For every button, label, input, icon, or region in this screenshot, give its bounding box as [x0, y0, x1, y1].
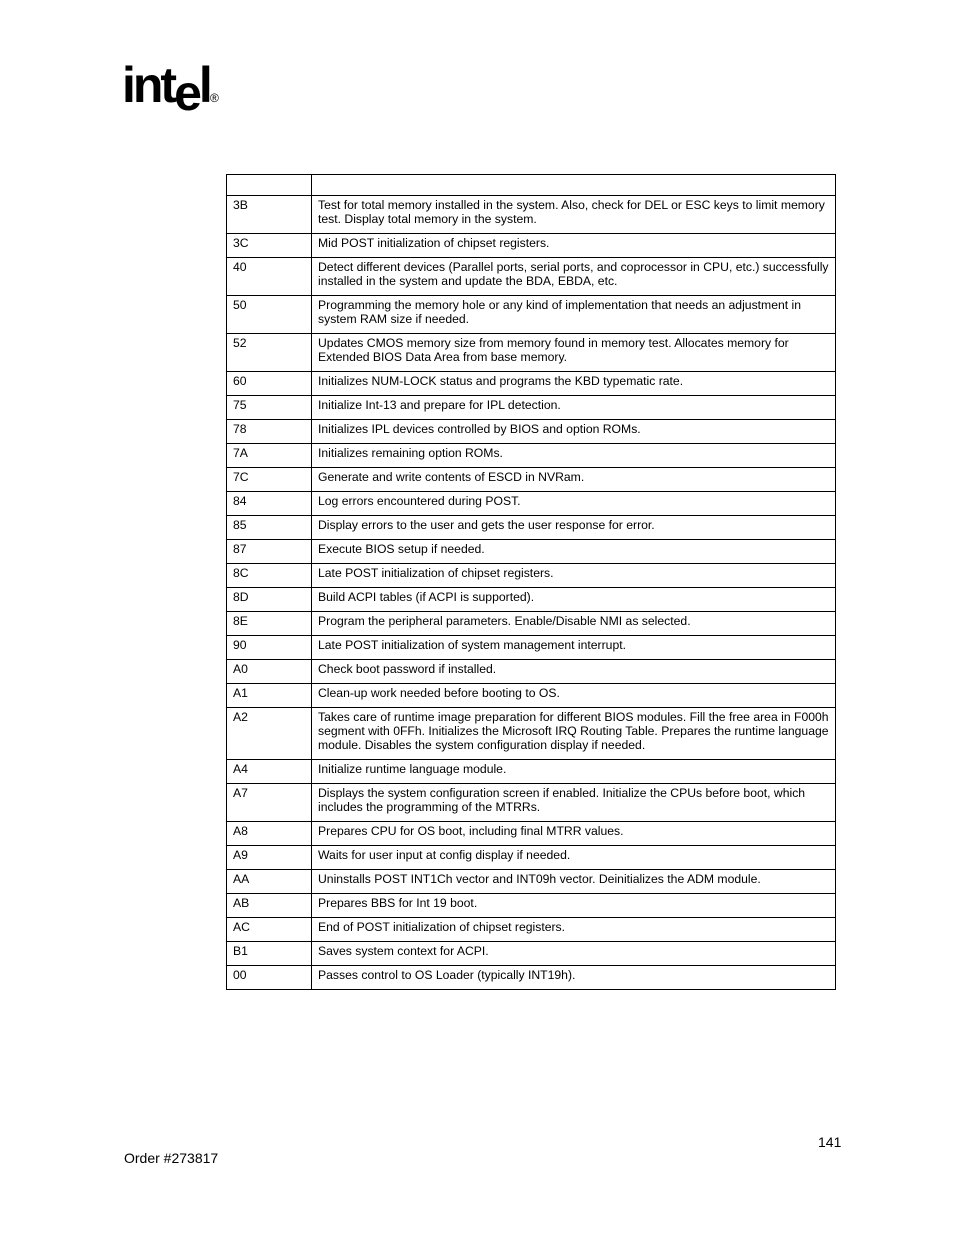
table-row: [227, 846, 836, 870]
post-description: Program the peripheral parameters. Enable/Disable NMI as selected.: [312, 612, 836, 636]
post-code: 78: [227, 420, 312, 444]
post-code: 75: [227, 396, 312, 420]
post-code: 85: [227, 516, 312, 540]
table-row: [227, 894, 836, 918]
table-row: [227, 784, 836, 822]
table-row: [227, 870, 836, 894]
table-row: [227, 444, 836, 468]
post-description: Check boot password if installed.: [312, 660, 836, 684]
table-row: [227, 588, 836, 612]
table-row: [227, 564, 836, 588]
intel-logo: [122, 57, 219, 121]
post-description: Displays the system configuration screen if enabled. Initialize the CPUs before boot, which includes the programming of the MTRRs.: [312, 784, 836, 822]
table-row: [227, 258, 836, 296]
table-row: [227, 334, 836, 372]
table-row: [227, 196, 836, 234]
post-code: 8D: [227, 588, 312, 612]
post-code: A4: [227, 760, 312, 784]
post-code: A9: [227, 846, 312, 870]
post-description: Programming the memory hole or any kind of implementation that needs an adjustment in system RAM size if needed.: [312, 296, 836, 334]
post-description: Build ACPI tables (if ACPI is supported).: [312, 588, 836, 612]
post-code: 52: [227, 334, 312, 372]
post-code: A0: [227, 660, 312, 684]
post-code: 40: [227, 258, 312, 296]
post-description: Initializes NUM-LOCK status and programs the KBD typematic rate.: [312, 372, 836, 396]
post-description: Uninstalls POST INT1Ch vector and INT09h vector. Deinitializes the ADM module.: [312, 870, 836, 894]
post-description: Waits for user input at config display if needed.: [312, 846, 836, 870]
post-code: A8: [227, 822, 312, 846]
post-description: Clean-up work needed before booting to OS.: [312, 684, 836, 708]
post-code: A7: [227, 784, 312, 822]
post-code: 8C: [227, 564, 312, 588]
post-code: 60: [227, 372, 312, 396]
post-description: Initialize Int-13 and prepare for IPL detection.: [312, 396, 836, 420]
post-code: AC: [227, 918, 312, 942]
post-code: 00: [227, 966, 312, 990]
logo-text-c: l: [198, 57, 210, 113]
post-description: Prepares CPU for OS boot, including final MTRR values.: [312, 822, 836, 846]
table-row: [227, 540, 836, 564]
header-code: [227, 175, 312, 196]
table-row: [227, 516, 836, 540]
table-row: [227, 234, 836, 258]
post-description: Passes control to OS Loader (typically INT19h).: [312, 966, 836, 990]
post-description: Saves system context for ACPI.: [312, 942, 836, 966]
table-row: [227, 420, 836, 444]
header-description: [312, 175, 836, 196]
post-code: 87: [227, 540, 312, 564]
post-code: B1: [227, 942, 312, 966]
post-description: Initializes IPL devices controlled by BIOS and option ROMs.: [312, 420, 836, 444]
table-row: [227, 660, 836, 684]
post-code: 50: [227, 296, 312, 334]
post-description: Updates CMOS memory size from memory found in memory test. Allocates memory for Extended BIOS Data Area from base memory.: [312, 334, 836, 372]
table-row: [227, 296, 836, 334]
post-code-table: [226, 174, 836, 990]
post-code: AA: [227, 870, 312, 894]
post-description: Initialize runtime language module.: [312, 760, 836, 784]
post-code: 7C: [227, 468, 312, 492]
table-row: [227, 396, 836, 420]
post-description: Prepares BBS for Int 19 boot.: [312, 894, 836, 918]
post-code: A1: [227, 684, 312, 708]
post-description: Execute BIOS setup if needed.: [312, 540, 836, 564]
post-description: Takes care of runtime image preparation for different BIOS modules. Fill the free area in F000h segment with 0FFh. Initializes the Microsoft IRQ Routing Table. Prepares the runtime language module. Disables the system configuration display if needed.: [312, 708, 836, 760]
post-code: 8E: [227, 612, 312, 636]
post-description: Late POST initialization of chipset registers.: [312, 564, 836, 588]
post-code: 3B: [227, 196, 312, 234]
table-row: [227, 468, 836, 492]
table-row: [227, 918, 836, 942]
post-code: A2: [227, 708, 312, 760]
table-row: [227, 612, 836, 636]
order-number: Order #273817: [124, 1150, 219, 1166]
post-description: Detect different devices (Parallel ports, serial ports, and coprocessor in CPU, etc.) successfully installed in the system and update the BDA, EBDA, etc.: [312, 258, 836, 296]
registered-mark: ®: [210, 91, 219, 105]
logo-text-a: int: [122, 57, 175, 113]
post-description: Test for total memory installed in the system. Also, check for DEL or ESC keys to limit memory test. Display total memory in the system.: [312, 196, 836, 234]
post-description: Initializes remaining option ROMs.: [312, 444, 836, 468]
logo-text-b: e: [174, 65, 199, 121]
table-row: [227, 708, 836, 760]
page-number: 141: [818, 1134, 842, 1150]
post-code: 7A: [227, 444, 312, 468]
post-description: End of POST initialization of chipset registers.: [312, 918, 836, 942]
table-row: [227, 760, 836, 784]
table-row: [227, 492, 836, 516]
table-row: [227, 636, 836, 660]
table-row: [227, 822, 836, 846]
post-description: Generate and write contents of ESCD in NVRam.: [312, 468, 836, 492]
table-header-row: [227, 175, 836, 196]
table-row: [227, 966, 836, 990]
post-description: Mid POST initialization of chipset registers.: [312, 234, 836, 258]
post-description: Late POST initialization of system management interrupt.: [312, 636, 836, 660]
table-row: [227, 942, 836, 966]
post-description: Log errors encountered during POST.: [312, 492, 836, 516]
table-row: [227, 684, 836, 708]
post-code: 3C: [227, 234, 312, 258]
post-description: Display errors to the user and gets the user response for error.: [312, 516, 836, 540]
post-code: 90: [227, 636, 312, 660]
post-code: AB: [227, 894, 312, 918]
table-row: [227, 372, 836, 396]
post-code: 84: [227, 492, 312, 516]
